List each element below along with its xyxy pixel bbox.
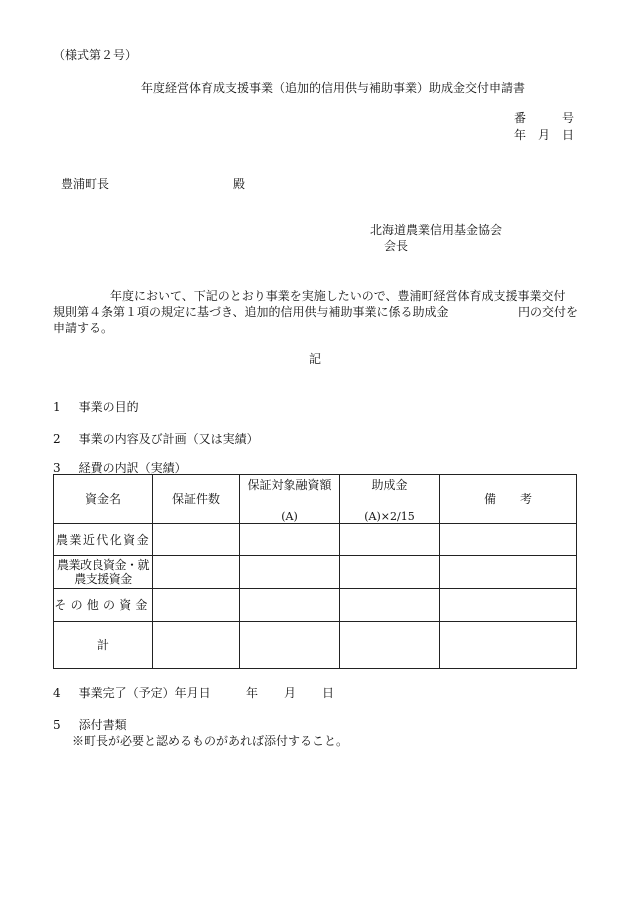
table-cell[interactable]	[340, 589, 440, 622]
table-cell[interactable]	[440, 556, 577, 589]
completion-month-label: 月	[284, 686, 297, 700]
document-title: 年度経営体育成支援事業（追加的信用供与補助事業）助成金交付申請書	[141, 81, 526, 95]
table-row	[54, 589, 577, 622]
completion-day-label: 日	[322, 686, 335, 700]
row-label-improvement: 農業改良資金・就農支援資金	[54, 556, 153, 589]
table-cell[interactable]	[153, 589, 240, 622]
table-row	[54, 556, 577, 589]
section-label: 事業の内容及び計画（又は実績）	[78, 432, 259, 446]
table-header-row	[54, 475, 577, 524]
document-date-label: 年 月 日	[514, 128, 575, 142]
table-cell[interactable]	[340, 524, 440, 556]
applicant-organization: 北海道農業信用基金協会	[370, 223, 503, 237]
header-fund-name: 資金名	[54, 475, 153, 524]
section-number: 4	[53, 686, 61, 700]
addressee-name: 豊浦町長	[61, 177, 110, 191]
section-4	[53, 686, 211, 700]
table-cell[interactable]	[340, 622, 440, 669]
form-number: （様式第２号）	[53, 48, 138, 62]
section-number: 3	[53, 461, 61, 475]
table-cell[interactable]	[240, 524, 340, 556]
cost-breakdown-table	[53, 474, 577, 669]
row-label-modernization: 農業近代化資金	[54, 524, 153, 556]
addressee-honorific: 殿	[233, 177, 246, 191]
table-cell[interactable]	[153, 622, 240, 669]
table-total-row	[54, 622, 577, 669]
section-number: 5	[53, 718, 61, 732]
row-label-other: その他の資金	[54, 589, 153, 622]
header-subsidy-sub: (A)×2/15	[364, 510, 415, 523]
body-text-line2a: 規則第４条第１項の規定に基づき、追加的信用供与補助事業に係る助成金	[53, 305, 449, 319]
section-1	[53, 400, 139, 414]
header-subsidy	[340, 475, 440, 524]
table-cell[interactable]	[240, 556, 340, 589]
table-cell[interactable]	[440, 524, 577, 556]
header-guarantee-count: 保証件数	[153, 475, 240, 524]
document-number-label: 番 号	[514, 111, 575, 125]
section-5	[53, 718, 127, 732]
section-label: 事業完了（予定）年月日	[78, 686, 211, 700]
body-text-line2b: 円の交付を	[518, 305, 579, 319]
table-cell[interactable]	[440, 589, 577, 622]
section-label: 経費の内訳（実績）	[78, 461, 187, 475]
completion-year-label: 年	[246, 686, 259, 700]
section-number: 1	[53, 400, 61, 414]
table-row	[54, 524, 577, 556]
table-cell[interactable]	[153, 524, 240, 556]
row-label-total: 計	[54, 622, 153, 669]
body-text-line3: 申請する。	[53, 321, 114, 335]
ki-heading: 記	[309, 352, 322, 366]
header-subsidy-label: 助成金	[371, 478, 408, 492]
section-2	[53, 432, 259, 446]
applicant-title: 会長	[384, 239, 409, 253]
header-remarks: 備 考	[440, 475, 577, 524]
table-cell[interactable]	[440, 622, 577, 669]
section-label: 添付書類	[78, 718, 127, 732]
table-cell[interactable]	[240, 589, 340, 622]
body-text-line1: 年度において、下記のとおり事業を実施したいので、豊浦町経営体育成支援事業交付	[110, 289, 566, 303]
table-cell[interactable]	[340, 556, 440, 589]
header-loan-amount-sub: (A)	[281, 510, 298, 523]
header-loan-amount-label: 保証対象融資額	[247, 478, 332, 492]
section-3	[53, 461, 187, 475]
section-number: 2	[53, 432, 61, 446]
header-loan-amount	[240, 475, 340, 524]
attachment-note: ※町長が必要と認めるものがあれば添付すること。	[72, 734, 349, 748]
section-label: 事業の目的	[78, 400, 139, 414]
table-cell[interactable]	[240, 622, 340, 669]
table-cell[interactable]	[153, 556, 240, 589]
